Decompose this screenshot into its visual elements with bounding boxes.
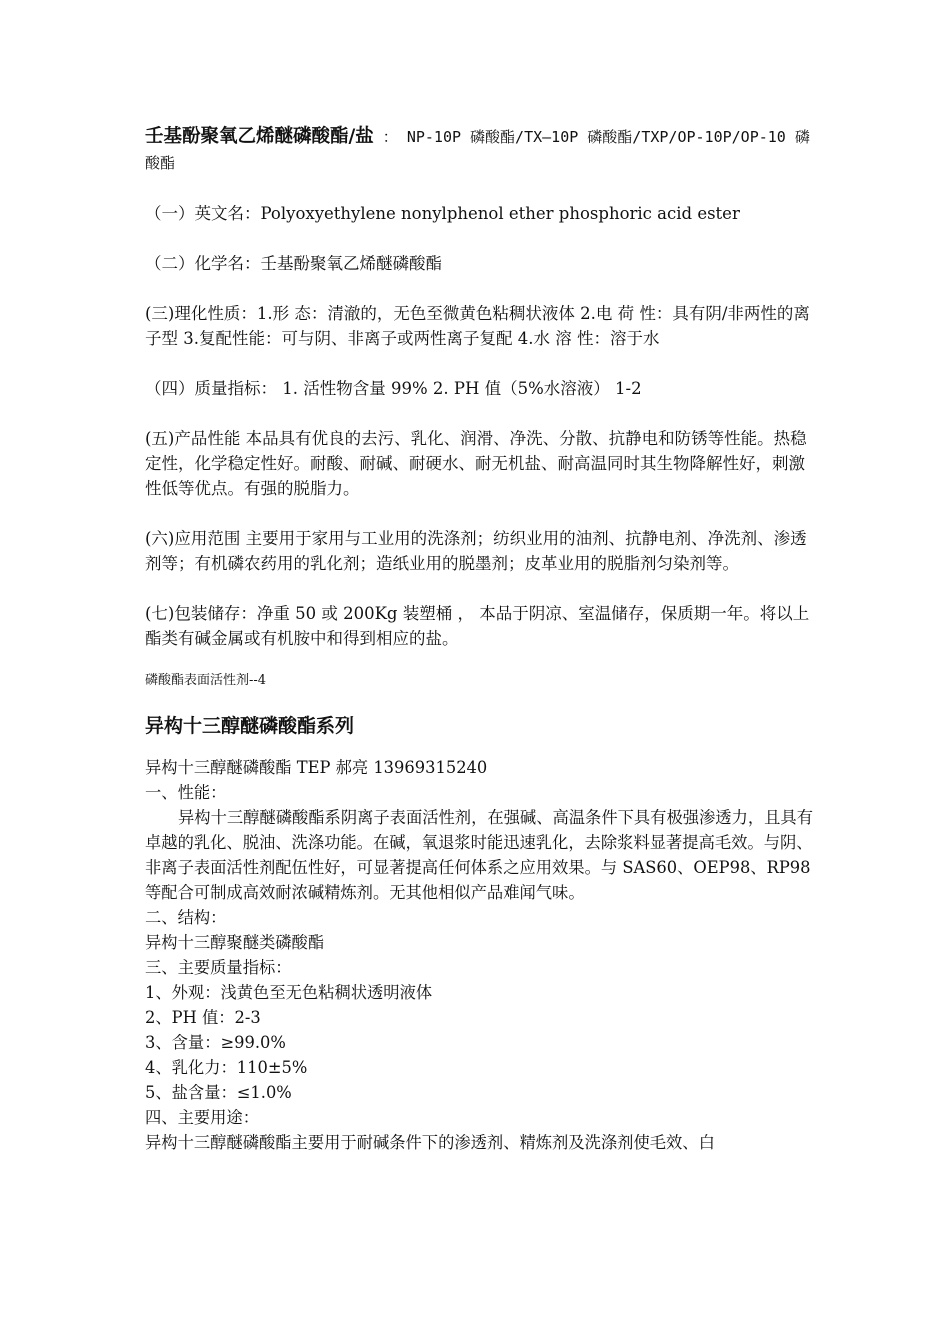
section1-title-rest: ： NP-10P 磷酸酯/TX—10P 磷酸酯/TXP/OP-10P/OP-10 磷酸酯 <box>145 128 810 172</box>
section1-title-bold: 壬基酚聚氧乙烯醚磷酸酯/盐 <box>145 126 374 147</box>
caption: 磷酸酯表面活性剂--4 <box>145 673 267 688</box>
quality-appearance: 1、外观：浅黄色至无色粘稠状透明液体 <box>145 983 433 1002</box>
packaging-storage: (七)包装储存：净重 50 或 200Kg 装塑桶 ， 本品于阴凉、室温储存，保质期一年。将以上酯类有碱金属或有机胺中和得到相应的盐。 <box>145 604 810 648</box>
properties: (三)理化性质：1.形 态：清澈的，无色至微黄色粘稠状液体 2.电 荷 性：具有阴/非两性的离子型 3.复配性能：可与阴、非离子或两性离子复配 4.水 溶 性：溶于水 <box>145 304 810 348</box>
structure-heading: 二、结构： <box>145 908 227 927</box>
product-line: 异构十三醇醚磷酸酯 TEP 郝亮 13969315240 <box>145 758 488 777</box>
quality-salt: 5、盐含量：≤1.0% <box>145 1083 292 1102</box>
quality-heading: 三、主要质量指标： <box>145 958 292 977</box>
application-scope: (六)应用范围 主要用于家用与工业用的洗涤剂；纺织业用的油剂、抗静电剂、净洗剂、渗透剂等；有机磷农药用的乳化剂；造纸业用的脱墨剂；皮革业用的脱脂剂匀染剂等。 <box>145 529 807 573</box>
english-name: （一）英文名：Polyoxyethylene nonylphenol ether phosphoric acid ester <box>145 204 740 223</box>
performance-paragraph: 异构十三醇醚磷酸酯系阴离子表面活性剂，在强碱、高温条件下具有极强渗透力，且具有卓越的乳化、脱油、洗涤功能。在碱，氧退浆时能迅速乳化，去除浆料显著提高毛效。与阴、非离子表面活性剂配伍性好，可显著提高任何体系之应用效果。与 SAS60、OEP98、RP98 等配合可制成高效耐浓碱精炼剂。无其他相似产品难闻气味。 <box>145 808 813 902</box>
quality-emulsifying: 4、乳化力：110±5% <box>145 1058 308 1077</box>
section1-title <box>145 124 815 176</box>
uses-heading: 四、主要用途： <box>145 1108 259 1127</box>
product-performance: (五)产品性能 本品具有优良的去污、乳化、润滑、净洗、分散、抗静电和防锈等性能。热稳定性，化学稳定性好。耐酸、耐碱、耐硬水、耐无机盐、耐高温同时其生物降解性好，刺激性低等优点。有强的脱脂力。 <box>145 429 807 498</box>
quality-ph: 2、PH 值：2-3 <box>145 1008 261 1027</box>
document-content <box>145 124 815 1155</box>
structure-value: 异构十三醇聚醚类磷酸酯 <box>145 933 325 952</box>
chemical-name: （二）化学名：壬基酚聚氧乙烯醚磷酸酯 <box>145 254 442 273</box>
performance-heading: 一、性能： <box>145 783 227 802</box>
section2-heading: 异构十三醇醚磷酸酯系列 <box>145 715 355 737</box>
uses-paragraph: 异构十三醇醚磷酸酯主要用于耐碱条件下的渗透剂、精炼剂及洗涤剂使毛效、白 <box>145 1133 715 1152</box>
quality-indicators: （四）质量指标： 1. 活性物含量 99% 2. PH 值（5%水溶液） 1-2 <box>145 379 642 398</box>
quality-content: 3、含量：≥99.0% <box>145 1033 286 1052</box>
